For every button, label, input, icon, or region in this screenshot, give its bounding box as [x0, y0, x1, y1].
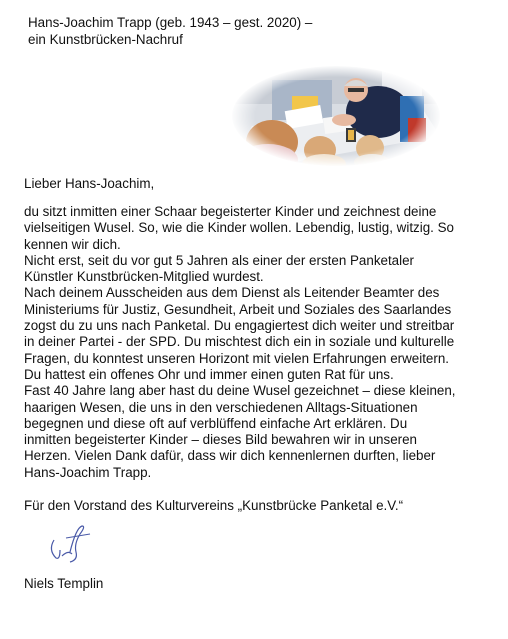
- letter-line: Fast 40 Jahre lang aber hast du deine Wusel gezeichnet – diese kleinen,: [24, 383, 456, 399]
- letter-line: du sitzt inmitten einer Schaar begeisterter Kinder und zeichnest deine: [24, 204, 437, 219]
- title-line-1: Hans-Joachim Trapp (geb. 1943 – gest. 2020) –: [28, 15, 313, 30]
- title-line-2: ein Kunstbrücken-Nachruf: [28, 32, 183, 47]
- signer-name: Niels Templin: [24, 576, 104, 591]
- document-title: [28, 14, 312, 48]
- letter-line: zogst du zu uns nach Panketal. Du engagiertest dich weiter und streitbar: [24, 318, 455, 334]
- signature-icon: [36, 518, 106, 564]
- letter-line: vielseitigen Wusel. So, wie die Kinder wollen. Lebendig, lustig, witzig. So: [24, 220, 454, 236]
- letter-line: Du hattest ein offenes Ohr und immer einen guten Rat für uns.: [24, 366, 394, 382]
- letter-line: Ministeriums für Justiz, Gesundheit, Arbeit und Soziales des Saarlandes: [24, 301, 452, 317]
- letter-line: Herzen. Vielen Dank dafür, dass wir dich kennenlernen durften, lieber: [24, 448, 436, 464]
- letter-line: Fragen, du konntest unseren Horizont mit vielen Erfahrungen erweitern.: [24, 350, 450, 366]
- salutation: Lieber Hans-Joachim,: [24, 176, 155, 191]
- letter-line: in deiner Partei - der SPD. Du mischtest dich ein in soziale und kulturelle: [24, 334, 455, 350]
- letter-line: haarigen Wesen, die uns in den verschiedenen Alltags-Situationen: [24, 399, 418, 415]
- letter-line: inmitten begeisterter Kinder – dieses Bild bewahren wir in unseren: [24, 432, 418, 448]
- letter-line: Künstler Kunstbrücken-Mitglied wurdest.: [24, 269, 264, 285]
- letter-line: Hans-Joachim Trapp.: [24, 464, 152, 480]
- closing-line: Für den Vorstand des Kulturvereins „Kunstbrücke Panketal e.V.“: [24, 498, 404, 513]
- handwritten-signature: [36, 518, 106, 564]
- photo-man-with-children: [232, 66, 440, 166]
- letter-body: [24, 204, 494, 481]
- photo-man-with-children-icon: [232, 66, 440, 166]
- letter-line: begegnen und diese oft auf verblüffend einfache Art erklären. Du: [24, 415, 408, 431]
- letter-line: Nach deinem Ausscheiden aus dem Dienst als Leitender Beamter des: [24, 285, 440, 301]
- letter-line: kennen wir dich.: [24, 236, 121, 252]
- letter-line: Nicht erst, seit du vor gut 5 Jahren als einer der ersten Panketaler: [24, 252, 415, 268]
